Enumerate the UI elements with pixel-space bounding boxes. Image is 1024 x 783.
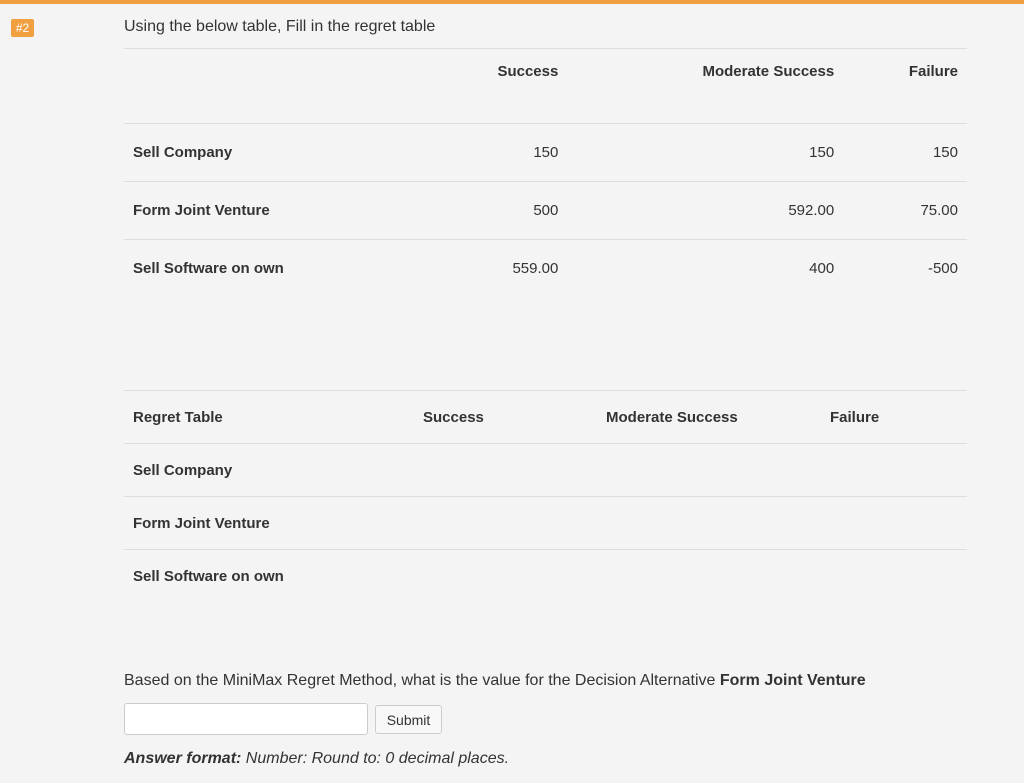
regret-cell — [821, 550, 967, 603]
table-row — [124, 550, 967, 603]
row-label: Sell Software on own — [133, 260, 284, 278]
regret-header-moderate-success: Moderate Success — [606, 408, 738, 426]
submit-button[interactable]: Submit — [375, 705, 442, 734]
table-cell: 400 — [809, 260, 835, 278]
table-cell: 559.00 — [512, 260, 559, 278]
regret-cell — [414, 444, 597, 497]
table-cell: 150 — [932, 144, 958, 161]
top-accent-bar — [0, 0, 1024, 4]
row-label: Sell Company — [133, 144, 233, 161]
table-cell: 500 — [533, 202, 559, 219]
payoff-header-success: Success — [497, 63, 559, 80]
table-row — [124, 182, 967, 240]
payoff-header-moderate-success: Moderate Success — [702, 63, 835, 80]
table-row — [124, 444, 967, 497]
regret-table-header — [124, 391, 967, 444]
answer-input[interactable] — [124, 703, 368, 735]
table-cell: 592.00 — [788, 202, 835, 219]
regret-cell — [597, 444, 821, 497]
table-row — [124, 497, 967, 550]
regret-header-success: Success — [423, 408, 484, 426]
table-cell: 150 — [533, 144, 559, 161]
regret-cell — [597, 497, 821, 550]
row-label: Sell Company — [133, 461, 233, 479]
minimax-question — [124, 672, 866, 690]
regret-cell — [597, 550, 821, 603]
answer-format-note — [124, 750, 509, 768]
row-label: Sell Software on own — [133, 567, 284, 585]
regret-header-title: Regret Table — [133, 408, 223, 426]
regret-cell — [414, 497, 597, 550]
regret-cell — [821, 444, 967, 497]
payoff-header-blank — [124, 49, 422, 124]
question-emphasis: Form Joint Venture — [719, 672, 866, 689]
regret-header-failure: Failure — [830, 408, 880, 426]
row-label: Form Joint Venture — [133, 202, 270, 219]
regret-table — [124, 390, 967, 603]
question-number-badge: #2 — [11, 19, 34, 37]
payoff-table-header — [124, 49, 967, 124]
question-text: Based on the MiniMax Regret Method, what is the value for the Decision Alternative — [124, 672, 720, 689]
payoff-table — [124, 48, 967, 298]
table-cell: 75.00 — [920, 202, 958, 219]
regret-cell — [414, 550, 597, 603]
payoff-header-failure: Failure — [908, 63, 958, 80]
regret-cell — [821, 497, 967, 550]
table-cell: -500 — [927, 260, 958, 278]
answer-format-label: Answer format: — [124, 750, 242, 767]
row-label: Form Joint Venture — [133, 514, 270, 532]
question-prompt: Using the below table, Fill in the regret table — [124, 18, 436, 35]
table-cell: 150 — [809, 144, 835, 161]
answer-format-text: Number: Round to: 0 decimal places. — [241, 750, 510, 767]
table-row — [124, 124, 967, 182]
table-row — [124, 240, 967, 298]
